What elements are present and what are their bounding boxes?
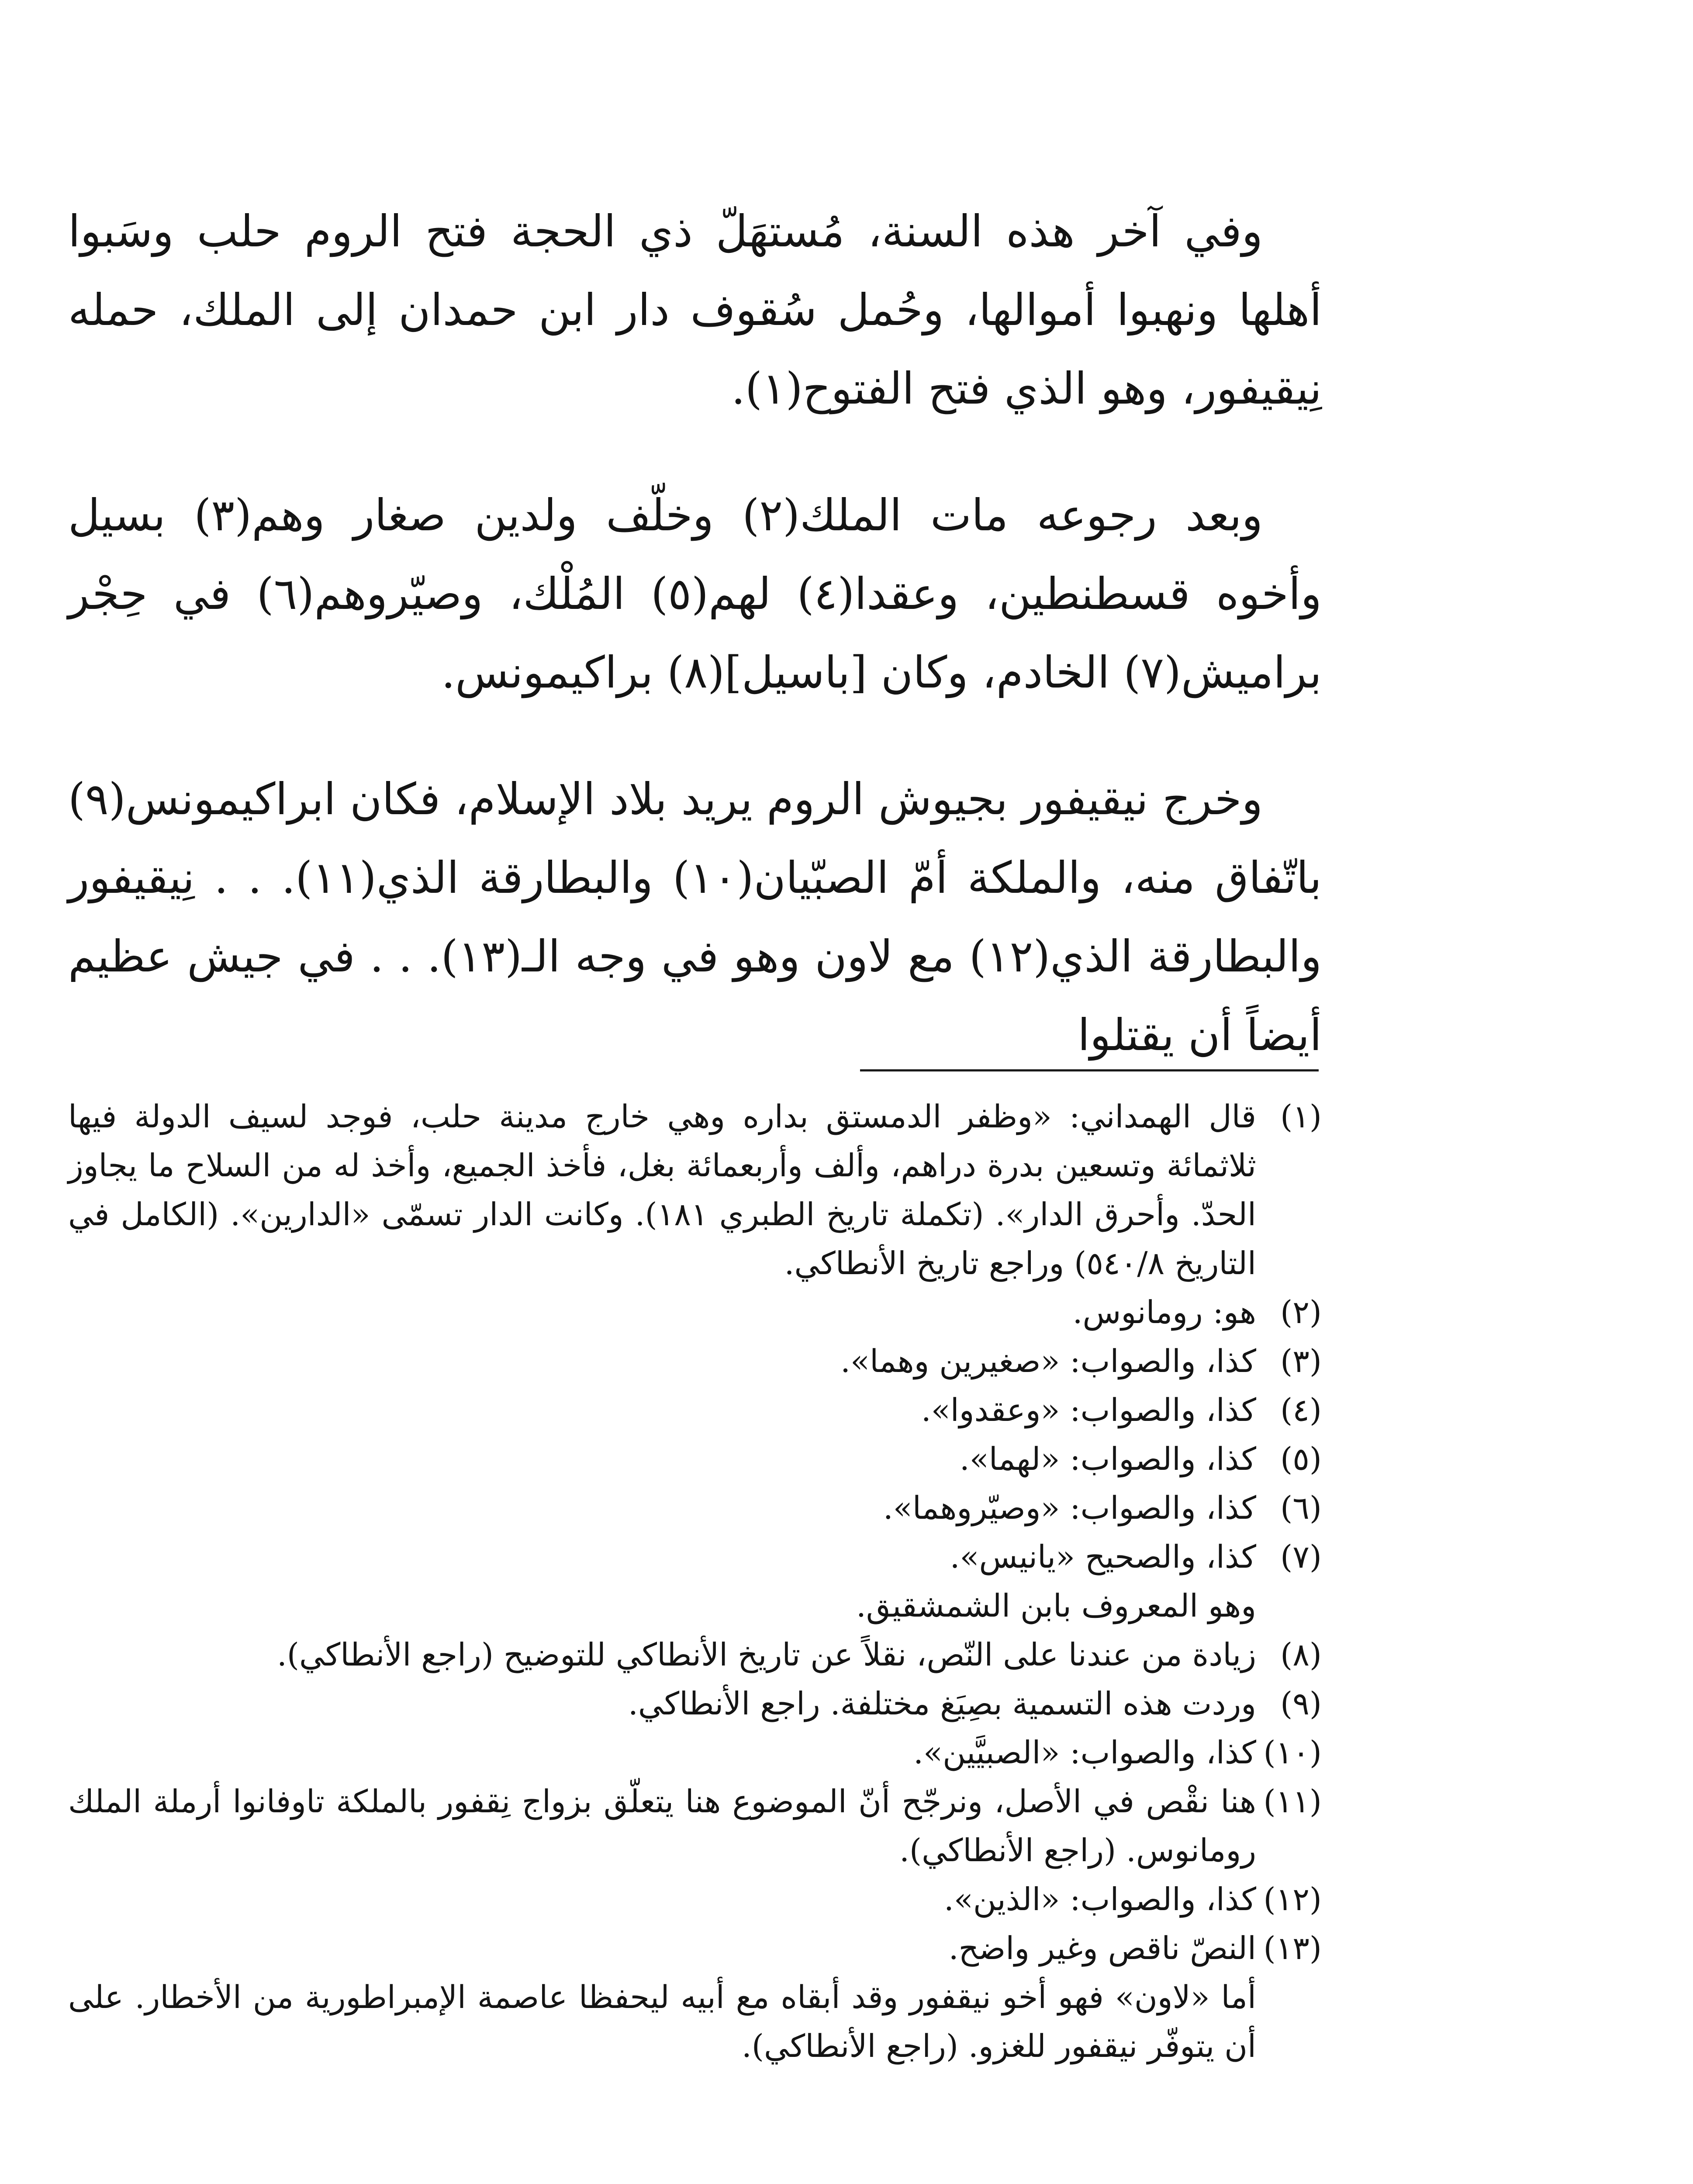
footnotes-list <box>68 1092 1322 2070</box>
footnote-text: وردت هذه التسمية بصِيَغ مختلفة. راجع الأنطاكي. <box>628 1685 1256 1722</box>
footnote-9 <box>68 1679 1322 1728</box>
footnote-number: (٣) <box>1280 1343 1322 1379</box>
footnote-text: كذا، والصواب: «الصبيَّين». <box>913 1734 1256 1771</box>
footnote-number: (١٢) <box>1263 1881 1322 1918</box>
footnote-text: النصّ ناقص وغير واضح. <box>948 1930 1256 1966</box>
footnote-5 <box>68 1434 1322 1483</box>
footnote-text: هو: رومانوس. <box>1072 1294 1256 1330</box>
footnote-text: كذا، والصواب: «لهما». <box>959 1441 1256 1477</box>
footnote-number: (٩) <box>1280 1685 1322 1722</box>
footnote-text: زيادة من عندنا على النّص، نقلاً عن تاريخ الأنطاكي للتوضيح (راجع الأنطاكي). <box>277 1636 1256 1673</box>
footnote-text: قال الهمداني: «وظفر الدمستق بداره وهي خارج مدينة حلب، فوجد لسيف الدولة فيها ثلاثمائة وتسعين بدرة دراهم، وألف وأربعمائة بغل، فأخذ الجميع، وأخذ له من السلاح ما يجاوز الحدّ. وأحرق الدار». (تكملة تاريخ الطبري ١٨١). وكانت الدار تسمّى «الدارين». (الكامل في التاريخ ٥٤٠/٨) وراجع تاريخ الأنطاكي. <box>68 1098 1256 1282</box>
footnote-3 <box>68 1337 1322 1386</box>
main-text <box>68 192 1322 1075</box>
footnote-text: كذا، والصحيح «يانيس». <box>950 1538 1256 1575</box>
footnote-separator <box>860 1069 1319 1071</box>
footnote-4 <box>68 1386 1322 1434</box>
footnote-6 <box>68 1483 1322 1532</box>
footnote-text: كذا، والصواب: «صغيرين وهما». <box>840 1343 1256 1379</box>
footnote-12 <box>68 1875 1322 1924</box>
footnote-13 <box>68 1924 1322 2070</box>
footnote-number: (٥) <box>1280 1441 1322 1477</box>
footnote-number: (٤) <box>1280 1392 1322 1428</box>
footnote-10 <box>68 1728 1322 1777</box>
footnote-continuation: وهو المعروف بابن الشمشقيق. <box>856 1587 1256 1624</box>
footnote-number: (٨) <box>1280 1636 1322 1673</box>
footnote-number: (١٠) <box>1263 1734 1322 1771</box>
footnote-text: هنا نقْص في الأصل، ونرجّح أنّ الموضوع هنا يتعلّق بزواج نِقفور بالملكة تاوفانوا أرملة الملك رومانوس. (راجع الأنطاكي). <box>68 1783 1256 1869</box>
footnote-continuation: أما «لاون» فهو أخو نيقفور وقد أبقاه مع أبيه ليحفظا عاصمة الإمبراطورية من الأخطار. على أن يتوفّر نيقفور للغزو. (راجع الأنطاكي). <box>68 1979 1256 2064</box>
footnote-number: (٧) <box>1280 1538 1322 1575</box>
footnote-2 <box>68 1288 1322 1337</box>
paragraph-1: وفي آخر هذه السنة، مُستهَلّ ذي الحجة فتح الروم حلب وسَبوا أهلها ونهبوا أموالها، وحُمل سُقوف دار ابن حمدان إلى الملك، حمله نِيقيفور، وهو الذي فتح الفتوح(١). <box>68 206 1322 414</box>
footnote-11 <box>68 1777 1322 1875</box>
footnote-text: كذا، والصواب: «الذين». <box>943 1881 1256 1918</box>
footnote-number: (١) <box>1280 1098 1322 1135</box>
footnote-text: كذا، والصواب: «وصيّروهما». <box>883 1489 1256 1526</box>
paragraph-2: وبعد رجوعه مات الملك(٢) وخلّف ولدين صغار وهم(٣) بسيل وأخوه قسطنطين، وعقدا(٤) لهم(٥) المُلْك، وصيّروهم(٦) في حِجْر براميش(٧) الخادم، وكان [باسيل](٨) براكيمونس. <box>68 490 1322 698</box>
footnote-number: (٢) <box>1280 1294 1322 1330</box>
footnote-7 <box>68 1532 1322 1630</box>
paragraph-3: وخرج نيقيفور بجيوش الروم يريد بلاد الإسلام، فكان ابراكيمونس(٩) باتّفاق منه، والملكة أمّ الصبّيان(١٠) والبطارقة الذي(١١). . . نِيقيفور والبطارقة الذي(١٢) مع لاون وهو في وجه الـ(١٣). . . في جيش عظيم أيضاً أن يقتلوا <box>68 774 1322 1061</box>
footnote-number: (١٣) <box>1263 1930 1322 1966</box>
footnote-8 <box>68 1630 1322 1679</box>
footnote-1 <box>68 1092 1322 1288</box>
footnote-number: (١١) <box>1263 1783 1322 1820</box>
footnote-number: (٦) <box>1280 1489 1322 1526</box>
footnote-text: كذا، والصواب: «وعقدوا». <box>921 1392 1256 1428</box>
